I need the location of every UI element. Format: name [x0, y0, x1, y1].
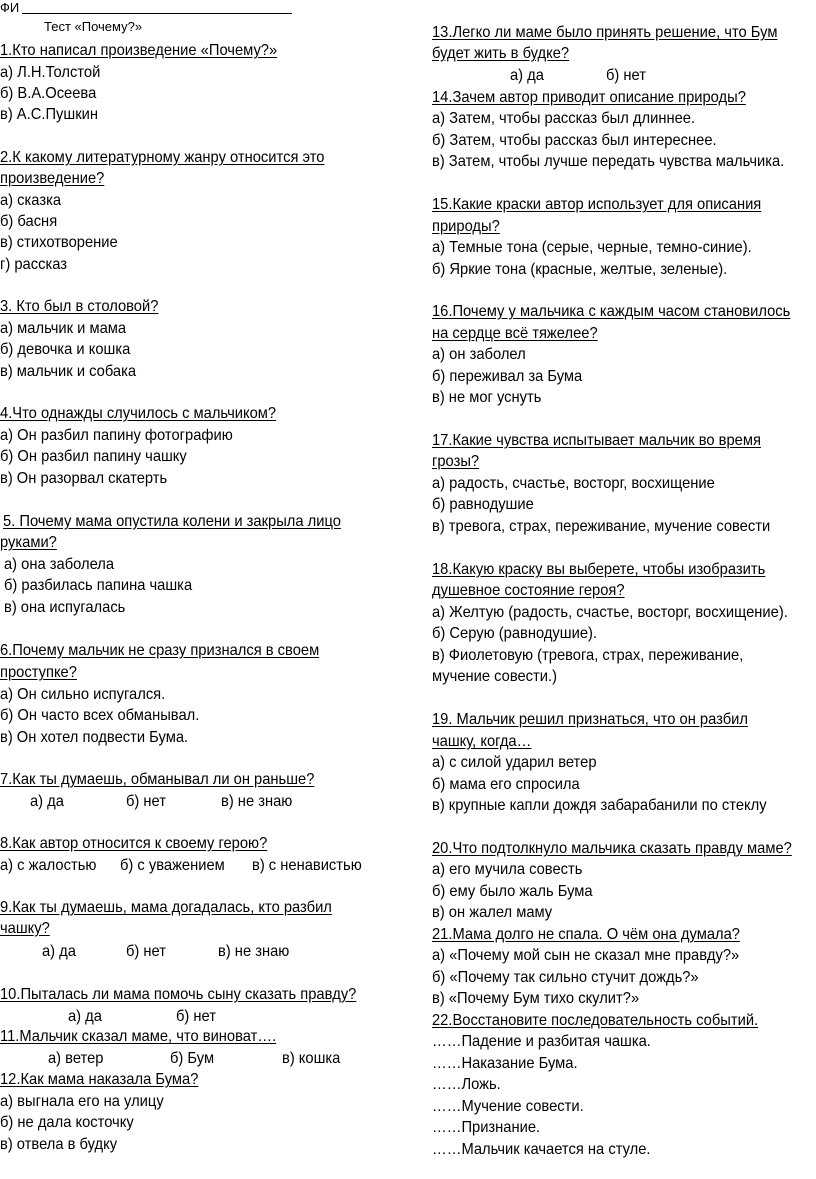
answer-option: б) Яркие тона (красные, желтые, зеленые).: [432, 261, 728, 278]
fi-label: ФИ: [0, 0, 20, 15]
answer-option: б) мама его спросила: [432, 776, 580, 793]
sequence-item: ……Мучение совести.: [432, 1098, 584, 1115]
question-13-cont: будет жить в будке?: [432, 45, 570, 62]
answer-option: б) нет: [126, 943, 166, 960]
answer-option: в) с ненавистью: [252, 857, 362, 874]
question-21: 21.Мама долго не спала. О чём она думала?: [432, 926, 740, 943]
answer-option: б) девочка и кошка: [0, 341, 131, 358]
name-blank-line: [22, 13, 292, 14]
question-19: 19. Мальчик решил признаться, что он разбил: [432, 711, 748, 728]
answer-option: а) его мучила совесть: [432, 861, 583, 878]
question-19-cont: чашку, когда…: [432, 733, 532, 750]
sequence-item: ……Мальчик качается на стуле.: [432, 1141, 651, 1158]
answer-option: а) да: [42, 943, 76, 960]
answer-option: в) А.С.Пушкин: [0, 106, 98, 123]
answer-option: а) Желтую (радость, счастье, восторг, восхищение).: [432, 604, 788, 621]
question-12: 12.Как мама наказала Бума?: [0, 1071, 199, 1088]
sequence-item: ……Падение и разбитая чашка.: [432, 1033, 651, 1050]
answer-option: б) нет: [606, 67, 646, 84]
answer-option: б) разбилась папина чашка: [4, 577, 193, 594]
answer-option: в) она испугалась: [4, 599, 126, 616]
answer-option: а) Он разбил папину фотографию: [0, 427, 233, 444]
answer-option: б) с уважением: [120, 857, 225, 874]
answer-option: в) Затем, чтобы лучше передать чувства мальчика.: [432, 153, 785, 170]
question-4: 4.Что однажды случилось с мальчиком?: [0, 405, 277, 422]
answer-option: а) он заболел: [432, 346, 526, 363]
question-16: 16.Почему у мальчика с каждым часом становилось: [432, 303, 791, 320]
answer-option: в) он жалел маму: [432, 904, 553, 921]
question-3: 3. Кто был в столовой?: [0, 298, 159, 315]
answer-option: в) кошка: [282, 1050, 341, 1067]
question-18-cont: душевное состояние героя?: [432, 582, 625, 599]
answer-option: в) Фиолетовую (тревога, страх, переживание,: [432, 647, 744, 664]
question-2-cont: произведение?: [0, 170, 105, 187]
question-2: 2.К какому литературному жанру относится это: [0, 149, 325, 166]
answer-option: б) нет: [176, 1008, 216, 1025]
question-14: 14.Зачем автор приводит описание природы?: [432, 89, 746, 106]
question-17-cont: грозы?: [432, 453, 480, 470]
answer-option: а) с силой ударил ветер: [432, 754, 597, 771]
question-6: 6.Почему мальчик не сразу признался в своем: [0, 642, 320, 659]
answer-option: б) В.А.Осеева: [0, 85, 97, 102]
answer-option-cont: мучение совести.): [432, 668, 558, 685]
answer-option: в) Он разорвал скатерть: [0, 470, 168, 487]
question-8: 8.Как автор относится к своему герою?: [0, 835, 268, 852]
question-15: 15.Какие краски автор использует для описания: [432, 196, 762, 213]
answer-option: в) не мог уснуть: [432, 389, 542, 406]
answer-option: в) «Почему Бум тихо скулит?»: [432, 990, 640, 1007]
answer-option: а) Темные тона (серые, черные, темно-синие).: [432, 239, 752, 256]
answer-option: в) крупные капли дождя забарабанили по стеклу: [432, 797, 767, 814]
sequence-item: ……Наказание Бума.: [432, 1055, 578, 1072]
answer-option: в) тревога, страх, переживание, мучение совести: [432, 518, 771, 535]
question-5: 5. Почему мама опустила колени и закрыла лицо: [3, 513, 341, 530]
answer-option: а) она заболела: [4, 556, 115, 573]
question-6-cont: проступке?: [0, 664, 77, 681]
answer-option: в) мальчик и собака: [0, 363, 137, 380]
question-20: 20.Что подтолкнуло мальчика сказать правду маме?: [432, 840, 792, 857]
answer-option: а) выгнала его на улицу: [0, 1093, 164, 1110]
answer-option: б) не дала косточку: [0, 1114, 134, 1131]
answer-option: а) радость, счастье, восторг, восхищение: [432, 475, 715, 492]
question-11: 11.Мальчик сказал маме, что виноват….: [0, 1028, 277, 1045]
answer-option: б) ему было жаль Бума: [432, 883, 593, 900]
answer-option: а) сказка: [0, 192, 62, 209]
answer-option: б) «Почему так сильно стучит дождь?»: [432, 969, 699, 986]
answer-option: а) ветер: [48, 1050, 104, 1067]
answer-option: а) да: [30, 793, 64, 810]
question-15-cont: природы?: [432, 218, 500, 235]
question-22: 22.Восстановите последовательность событий.: [432, 1012, 759, 1029]
answer-option: в) не знаю: [218, 943, 290, 960]
question-9-cont: чашку?: [0, 920, 50, 937]
answer-option: г) рассказ: [0, 256, 67, 273]
answer-option: в) отвела в будку: [0, 1136, 118, 1153]
question-17: 17.Какие чувства испытывает мальчик во время: [432, 432, 761, 449]
question-9: 9.Как ты думаешь, мама догадалась, кто разбил: [0, 899, 332, 916]
answer-option: в) стихотворение: [0, 234, 118, 251]
question-16-cont: на сердце всё тяжелее?: [432, 325, 598, 342]
answer-option: а) Он сильно испугался.: [0, 686, 166, 703]
answer-option: а) да: [510, 67, 544, 84]
answer-option: а) «Почему мой сын не сказал мне правду?»: [432, 947, 740, 964]
sequence-item: ……Признание.: [432, 1119, 541, 1136]
answer-option: б) нет: [126, 793, 166, 810]
answer-option: б) Затем, чтобы рассказ был интереснее.: [432, 132, 717, 149]
answer-option: в) Он хотел подвести Бума.: [0, 729, 189, 746]
answer-option: а) Л.Н.Толстой: [0, 64, 101, 81]
answer-option: б) Он часто всех обманывал.: [0, 707, 200, 724]
answer-option: б) Серую (равнодушие).: [432, 625, 597, 642]
question-18: 18.Какую краску вы выберете, чтобы изобразить: [432, 561, 766, 578]
answer-option: б) басня: [0, 213, 58, 230]
answer-option: б) Бум: [170, 1050, 215, 1067]
answer-option: б) равнодушие: [432, 496, 534, 513]
answer-option: в) не знаю: [221, 793, 293, 810]
answer-option: а) мальчик и мама: [0, 320, 127, 337]
answer-option: б) Он разбил папину чашку: [0, 448, 187, 465]
answer-option: а) да: [68, 1008, 102, 1025]
question-1: 1.Кто написал произведение «Почему?»: [0, 42, 278, 59]
question-7: 7.Как ты думаешь, обманывал ли он раньше?: [0, 771, 315, 788]
answer-option: а) Затем, чтобы рассказ был длиннее.: [432, 110, 696, 127]
answer-option: б) переживал за Бума: [432, 368, 583, 385]
question-13: 13.Легко ли маме было принять решение, что Бум: [432, 24, 778, 41]
answer-option: а) с жалостью: [0, 857, 97, 874]
question-10: 10.Пыталась ли мама помочь сыну сказать правду?: [0, 986, 357, 1003]
sequence-item: ……Ложь.: [432, 1076, 501, 1093]
test-title: Тест «Почему?»: [44, 19, 143, 34]
question-5-cont: руками?: [0, 534, 57, 551]
